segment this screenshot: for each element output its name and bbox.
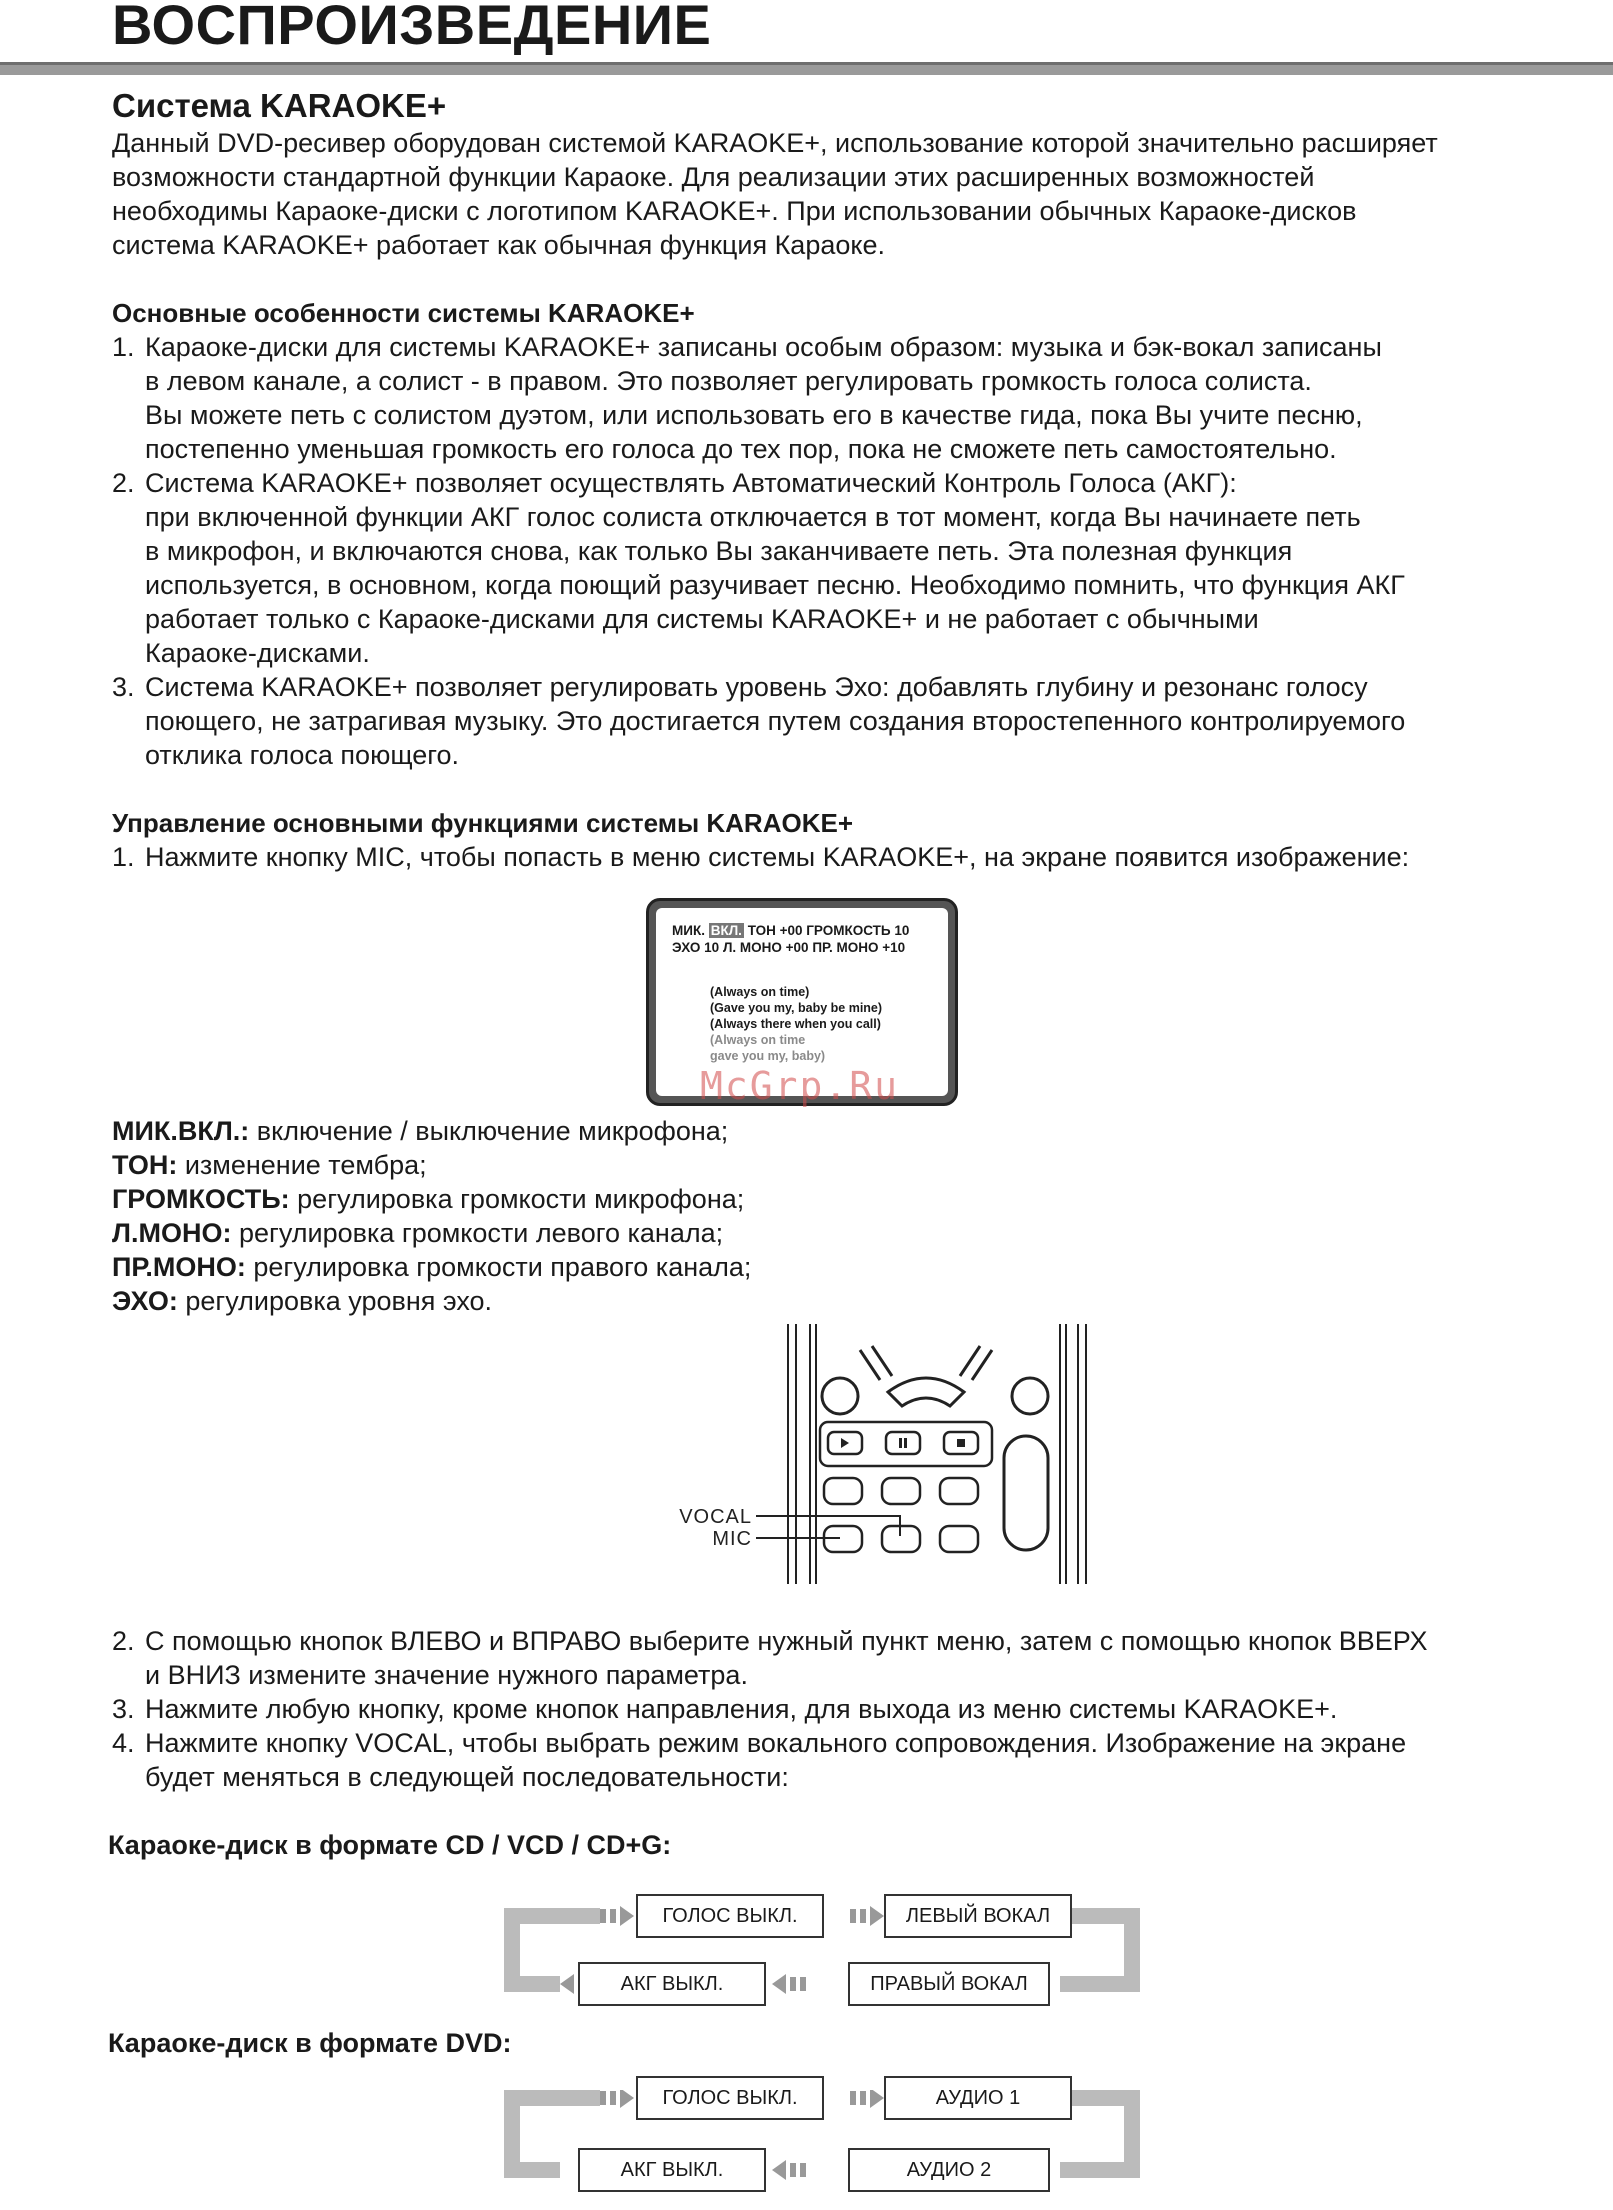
title-rule xyxy=(0,62,1613,75)
list-item xyxy=(112,466,1512,670)
item-line: Нажмите любую кнопку, кроме кнопок направления, для выхода из меню системы KARAOKE+. xyxy=(145,1694,1338,1724)
flow-box-audio-1: АУДИО 1 xyxy=(884,2076,1072,2120)
item-line: поющего, не затрагивая музыку. Это достигается путем создания второстепенного контролируемого xyxy=(145,706,1406,736)
intro-line: необходимы Караоке-диски с логотипом KARAOKE+. При использовании обычных Караоке-дисков xyxy=(112,196,1357,226)
screen-menu xyxy=(672,922,909,956)
item-number: 4. xyxy=(112,1728,135,1758)
menu-line2: ЭХО 10 Л. МОНО +00 ПР. МОНО +10 xyxy=(672,940,906,955)
arrow-right-icon xyxy=(850,1906,884,1926)
round-button-left xyxy=(822,1378,858,1414)
item-line: Система KARAOKE+ позволяет регулировать уровень Эхо: добавлять глубину и резонанс голосу xyxy=(145,672,1368,702)
legend-term: ПР.МОНО: xyxy=(112,1252,246,1282)
control-title: Управление основными функциями системы KARAOKE+ xyxy=(112,808,853,838)
intro-line: система KARAOKE+ работает как обычная функция Караоке. xyxy=(112,230,886,260)
disc-cd-title: Караоке-диск в формате CD / VCD / CD+G: xyxy=(108,1830,672,1860)
legend-item xyxy=(112,1148,751,1182)
legend-desc: регулировка громкости правого канала; xyxy=(245,1252,752,1282)
remote-button xyxy=(940,1478,978,1504)
legend-term: ТОН: xyxy=(112,1150,178,1180)
pause-button xyxy=(886,1432,920,1454)
lyric-line: (Gave you my, baby be mine) xyxy=(710,1001,883,1015)
item-line: в микрофон, и включаются снова, как только Вы заканчиваете петь. Эта полезная функция xyxy=(145,536,1293,566)
item-line: используется, в основном, когда поющий разучивает песню. Необходимо помнить, что функция АКГ xyxy=(145,570,1405,600)
item-number: 2. xyxy=(112,468,135,498)
legend-item xyxy=(112,1182,751,1216)
item-line: работает только с Караоке-дисками для системы KARAOKE+ и не работает с обычными xyxy=(145,604,1259,634)
item-number: 3. xyxy=(112,1694,135,1724)
nav-up-button xyxy=(888,1378,964,1406)
list-item xyxy=(112,670,1512,772)
stop-icon xyxy=(957,1439,965,1447)
item-number: 1. xyxy=(112,842,135,872)
control-steps xyxy=(112,840,1512,874)
lyric-line: (Always on time) xyxy=(710,985,810,999)
arrow-left-icon xyxy=(560,1974,574,1994)
features-list xyxy=(112,330,1512,772)
section-title: Система KARAOKE+ xyxy=(112,87,447,124)
menu-mic-label: МИК. xyxy=(672,923,705,938)
legend-item xyxy=(112,1284,751,1318)
vocal-label: VOCAL xyxy=(679,1506,752,1528)
legend-item xyxy=(112,1114,751,1148)
flow-box-audio-2: АУДИО 2 xyxy=(848,2148,1050,2192)
flow-box-akg-off: АКГ ВЫКЛ. xyxy=(578,1962,766,2006)
flow-box-left-vocal: ЛЕВЫЙ ВОКАЛ xyxy=(884,1894,1072,1938)
mic-label: MIC xyxy=(712,1528,752,1550)
arrow-left-icon xyxy=(772,1974,806,1994)
legend-desc: включение / выключение микрофона; xyxy=(249,1116,729,1146)
list-item xyxy=(112,330,1512,466)
item-number: 3. xyxy=(112,672,135,702)
menu-line1-rest: ТОН +00 ГРОМКОСТЬ 10 xyxy=(747,923,910,938)
item-line: постепенно уменьшая громкость его голоса до тех пор, пока не сможете петь самостоятельно. xyxy=(145,434,1337,464)
steps-after xyxy=(112,1624,1532,1794)
item-number: 2. xyxy=(112,1626,135,1656)
tall-button xyxy=(1004,1436,1048,1550)
legend-term: Л.МОНО: xyxy=(112,1218,232,1248)
arrow-right-icon xyxy=(600,2090,634,2108)
arrow-right-icon xyxy=(850,2090,884,2108)
remote-illustration xyxy=(660,1320,1100,1590)
legend-term: ГРОМКОСТЬ: xyxy=(112,1184,290,1214)
legend-desc: изменение тембра; xyxy=(177,1150,427,1180)
item-line: Караоке-дисками. xyxy=(145,638,370,668)
intro-line: возможности стандартной функции Караоке. Для реализации этих расширенных возможностей xyxy=(112,162,1315,192)
disc-dvd-title: Караоке-диск в формате DVD: xyxy=(108,2028,512,2058)
list-item xyxy=(112,1624,1532,1692)
lyric-line: (Always there when you call) xyxy=(710,1017,881,1031)
features-title: Основные особенности системы KARAOKE+ xyxy=(112,298,695,328)
intro-line: Данный DVD-ресивер оборудован системой KARAOKE+, использование которой значительно расширяет xyxy=(112,128,1438,158)
item-line: и ВНИЗ измените значение нужного параметра. xyxy=(145,1660,748,1690)
arrow-right-icon xyxy=(600,1906,634,1926)
list-item xyxy=(112,840,1512,874)
legend-desc: регулировка громкости левого канала; xyxy=(231,1218,724,1248)
watermark: McGrp.Ru xyxy=(700,1064,900,1108)
remote-button xyxy=(882,1478,920,1504)
remote-button xyxy=(824,1478,862,1504)
main-content xyxy=(112,86,1512,874)
legend xyxy=(112,1114,751,1318)
list-item xyxy=(112,1726,1532,1794)
remote-button xyxy=(940,1526,978,1552)
legend-term: ЭХО: xyxy=(112,1286,178,1316)
page-title: ВОСПРОИЗВЕДЕНИЕ xyxy=(112,0,712,56)
flow-box-akg-off: АКГ ВЫКЛ. xyxy=(578,2148,766,2192)
flow-box-voice-off: ГОЛОС ВЫКЛ. xyxy=(636,2076,824,2120)
item-line: в левом канале, а солист - в правом. Это позволяет регулировать громкость голоса солиста. xyxy=(145,366,1312,396)
item-number: 1. xyxy=(112,332,135,362)
item-line: Караоке-диски для системы KARAOKE+ записаны особым образом: музыка и бэк-вокал записаны xyxy=(145,332,1382,362)
legend-term: МИК.ВКЛ.: xyxy=(112,1116,250,1146)
item-line: С помощью кнопок ВЛЕВО и ВПРАВО выберите нужный пункт меню, затем с помощью кнопок ВВЕРХ xyxy=(145,1626,1428,1656)
lyrics xyxy=(710,984,882,1064)
legend-item xyxy=(112,1216,751,1250)
lyric-line-dim: (Always on time xyxy=(710,1033,806,1047)
item-line: отклика голоса поющего. xyxy=(145,740,460,770)
item-line: Система KARAOKE+ позволяет осуществлять Автоматический Контроль Голоса (АКГ): xyxy=(145,468,1237,498)
menu-mic-value: ВКЛ. xyxy=(710,923,742,938)
round-button-right xyxy=(1012,1378,1048,1414)
flow-box-voice-off: ГОЛОС ВЫКЛ. xyxy=(636,1894,824,1938)
list-item xyxy=(112,1692,1532,1726)
flow-box-right-vocal: ПРАВЫЙ ВОКАЛ xyxy=(848,1962,1050,2006)
legend-desc: регулировка уровня эхо. xyxy=(177,1286,493,1316)
item-line: Вы можете петь с солистом дуэтом, или использовать его в качестве гида, пока Вы учите песню, xyxy=(145,400,1363,430)
legend-item xyxy=(112,1250,751,1284)
item-line: Нажмите кнопку VOCAL, чтобы выбрать режим вокального сопровождения. Изображение на экране xyxy=(145,1728,1407,1758)
arrow-left-icon xyxy=(772,2160,806,2180)
legend-desc: регулировка громкости микрофона; xyxy=(289,1184,745,1214)
lyric-line-dim: gave you my, baby) xyxy=(710,1049,826,1063)
item-line: будет меняться в следующей последовательности: xyxy=(145,1762,789,1792)
item-line: при включенной функции АКГ голос солиста отключается в тот момент, когда Вы начинаете петь xyxy=(145,502,1361,532)
item-line: Нажмите кнопку MIC, чтобы попасть в меню системы KARAOKE+, на экране появится изображение: xyxy=(145,842,1410,872)
